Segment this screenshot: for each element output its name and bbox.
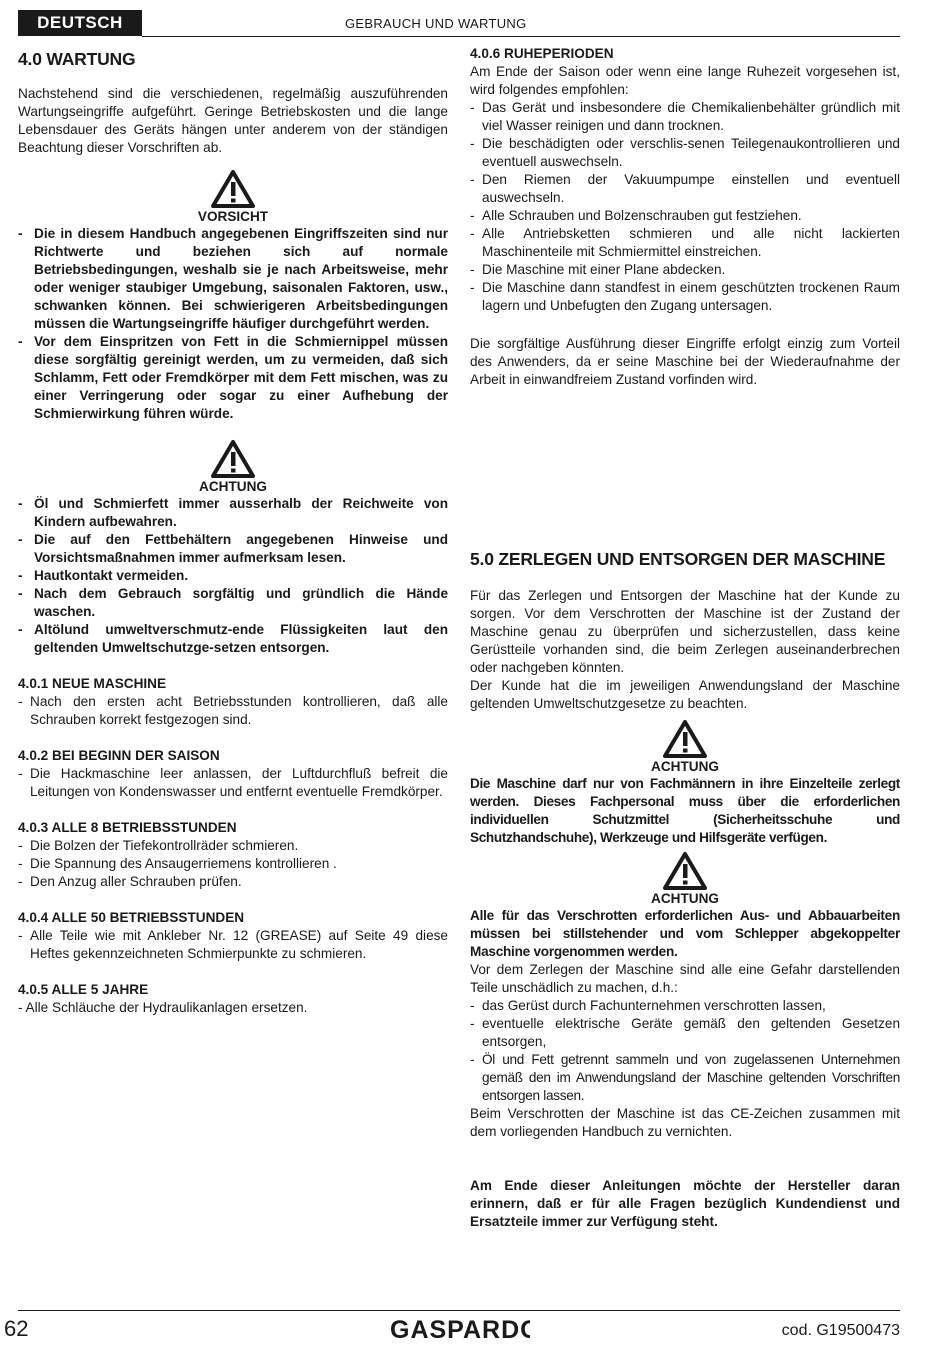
final-note: Am Ende dieser Anleitungen möchte der Hersteller daran erinnern, daß er für alle Fragen bezüglich Kundendienst und Ersatzteile immer zur Verfügung steht. [470, 1178, 900, 1229]
list-item: - Die Spannung des Ansaugerriemens kontrollieren . [18, 855, 448, 873]
brand-logo [390, 1315, 530, 1348]
section-title-maintenance: 4.0 WARTUNG [18, 49, 136, 69]
attention-list [18, 495, 448, 657]
document-code: cod. G19500473 [781, 1322, 900, 1339]
attention-label: ACHTUNG [651, 891, 719, 906]
list-item: - das Gerüst durch Fachunternehmen verschrotten lassen, [470, 997, 900, 1015]
list-item: - Die Hackmaschine leer anlassen, der Luftdurchfluß befreit die Leitungen von Kondenswasser und entfernt eventuelle Fremdkörper. [18, 765, 448, 801]
warning-triangle-icon [210, 169, 256, 209]
list-item: - Den Riemen der Vakuumpumpe einstellen und eventuell auswechseln. [470, 171, 900, 207]
subsection-every-50-hours [18, 909, 448, 963]
disposal-para-2: Der Kunde hat die im jeweiligen Anwendungsland der Maschine geltenden Umweltschutzgesetze zu beachten. [470, 678, 900, 711]
warning-triangle-icon [210, 439, 256, 479]
disposal-para-1: Für das Zerlegen und Entsorgen der Maschine hat der Kunde zu sorgen. Vor dem Verschrotten der Maschine ist der Zustand der Maschine genau zu überprüfen und sicherzustellen, dass keine Gerüstteile vorhanden sind, die beim Zerlegen auseinanderbrechen oder nachgeben könnten. [470, 588, 900, 675]
disposal-list [470, 997, 900, 1105]
disposal-para-3: Vor dem Zerlegen der Maschine sind alle eine Gefahr darstellenden Teile unschädlich zu machen, d.h.: [470, 962, 900, 995]
right-column [470, 45, 900, 1231]
list-item: - Öl und Schmierfett immer ausserhalb der Reichweite von Kindern aufbewahren. [18, 495, 448, 531]
caution-list [18, 225, 448, 423]
list-item: - Öl und Fett getrennt sammeln und von zugelassenen Unternehmen gemäß den im Anwendungsland der Maschine geltenden Vorschriften entsorgen lassen. [470, 1051, 900, 1105]
subsection-title-rest-periods: 4.0.6 RUHEPERIODEN [470, 46, 614, 61]
subsection-every-8-hours [18, 819, 448, 891]
caution-label: VORSICHT [197, 209, 269, 224]
disposal-warning-2 [470, 851, 900, 907]
rest-intro: Am Ende der Saison oder wenn eine lange Ruhezeit vorgesehen ist, wird folgendes empfohlen: [470, 64, 900, 97]
list-item: - Nach dem Gebrauch sorgfältig und gründlich die Hände waschen. [18, 585, 448, 621]
disposal-warning-2-text: Alle für das Verschrotten erforderlichen Aus- und Abbauarbeiten müssen bei stillstehender und vom Schlepper abgekoppelter Maschine vorgenommen werden. [470, 908, 900, 959]
rest-closing: Die sorgfältige Ausführung dieser Eingriffe erfolgt einzig zum Vorteil des Anwenders, da er seine Maschine bei der Wiederaufnahme der Arbeit in einwandfreiem Zustand vorfinden wird. [470, 336, 900, 387]
list-item: - Alle Antriebsketten schmieren und alle nicht lackierten Maschinenteile mit Schmiermittel einstreichen. [470, 225, 900, 261]
list-item: - Die Bolzen der Tiefekontrollräder schmieren. [18, 837, 448, 855]
subsection-title: 4.0.1 NEUE MASCHINE [18, 676, 167, 691]
list-item: - Die beschädigten oder verschlis-senen Teilegenaukontrollieren und eventuell auswechseln. [470, 135, 900, 171]
disposal-warning-1-text: Die Maschine darf nur von Fachmännern in ihre Einzelteile zerlegt werden. Dieses Fachpersonal muss über die erforderlichen individuellen Schutzmittel (Sicherheitsschuhe und Schutzhandschuhe), Werkzeuge und Hilfsgeräte verfügen. [470, 776, 900, 845]
warning-triangle-icon [662, 851, 708, 891]
left-column [18, 45, 448, 1017]
subsection-title: 4.0.3 ALLE 8 BETRIEBSSTUNDEN [18, 820, 237, 835]
list-item: - Nach den ersten acht Betriebsstunden kontrollieren, daß alle Schrauben korrekt festgezogen sind. [18, 693, 448, 729]
list-item: - Hautkontakt vermeiden. [18, 567, 448, 585]
subsection-season-start [18, 747, 448, 801]
list-item: - Die in diesem Handbuch angegebenen Eingriffszeiten sind nur Richtwerte und beziehen sich auf normale Betriebsbedingungen, weshalb sie je nach Arbeitsweise, mehr oder weniger staubiger Umgebung, saisonalen Faktoren, usw., schwanken können. Bei schwierigeren Arbeitsbedingungen müssen die Wartungseingriffe häufiger durchgeführt werden. [18, 225, 448, 333]
list-item: - Die Maschine dann standfest in einem geschützten trockenen Raum lagern und Unbefugten den Zugang untersagen. [470, 279, 900, 315]
list-item: - Vor dem Einspritzen von Fett in die Schmiernippel müssen diese sorgfältig gereinigt werden, um zu vermeiden, daß sich Schlamm, Fett oder Fremdkörper mit dem Fett mischen, was zu einer Verringerung oder sogar zu einer Aufhebung der Schmierwirkung führen würde. [18, 333, 448, 423]
list-item: - Den Anzug aller Schrauben prüfen. [18, 873, 448, 891]
subsection-title: 4.0.4 ALLE 50 BETRIEBSSTUNDEN [18, 910, 245, 925]
footer-rule [18, 1310, 900, 1311]
disposal-warning-1 [470, 719, 900, 775]
list-item: - Die Maschine mit einer Plane abdecken. [470, 261, 900, 279]
header-title: GEBRAUCH UND WARTUNG [345, 16, 527, 31]
subsection-title: 4.0.2 BEI BEGINN DER SAISON [18, 748, 220, 763]
disposal-para-4: Beim Verschrotten der Maschine ist das CE-Zeichen zusammen mit dem vorliegenden Handbuch zu vernichten. [470, 1106, 900, 1139]
list-item: - Alle Teile wie mit Ankleber Nr. 12 (GREASE) auf Seite 49 diese Heftes gekennzeichneten Schmierpunkte zu schmieren. [18, 927, 448, 963]
brand-logo-text: GASPARDO [390, 1316, 530, 1343]
rest-list [470, 99, 900, 315]
list-item: - Die auf den Fettbehältern angegebenen Hinweise und Vorsichtsmaßnahmen immer aufmerksam lesen. [18, 531, 448, 567]
subsection-title: 4.0.5 ALLE 5 JAHRE [18, 982, 149, 997]
list-item: - eventuelle elektrische Geräte gemäß den geltenden Gesetzen entsorgen, [470, 1015, 900, 1051]
maintenance-intro: Nachstehend sind die verschiedenen, regelmäßig auszuführenden Wartungseingriffe aufgeführt. Geringe Betriebskosten und die lange Lebensdauer des Geräts hängen unter anderem von der ständigen Beachtung dieser Vorschriften ab. [18, 86, 448, 155]
warning-triangle-icon [662, 719, 708, 759]
attention-label: ACHTUNG [651, 759, 719, 774]
caution-block [18, 169, 448, 225]
page-number: 62 [4, 1316, 29, 1341]
attention-label: ACHTUNG [199, 479, 267, 494]
section-title-disposal: 5.0 ZERLEGEN UND ENTSORGEN DER MASCHINE [470, 549, 886, 569]
subsection-every-5-years [18, 981, 448, 1017]
attention-block [18, 439, 448, 495]
list-item: - Das Gerät und insbesondere die Chemikalienbehälter gründlich mit viel Wasser reinigen und dann trocknen. [470, 99, 900, 135]
subsection-new-machine [18, 675, 448, 729]
list-item: - Altölund umweltverschmutz-ende Flüssigkeiten laut den geltenden Umweltschutzge-setzen entsorgen. [18, 621, 448, 657]
subsection-text: - Alle Schläuche der Hydraulikanlagen ersetzen. [18, 1000, 308, 1015]
list-item: - Alle Schrauben und Bolzenschrauben gut festziehen. [470, 207, 900, 225]
header-rule [142, 36, 900, 37]
language-tab: DEUTSCH [18, 10, 142, 36]
